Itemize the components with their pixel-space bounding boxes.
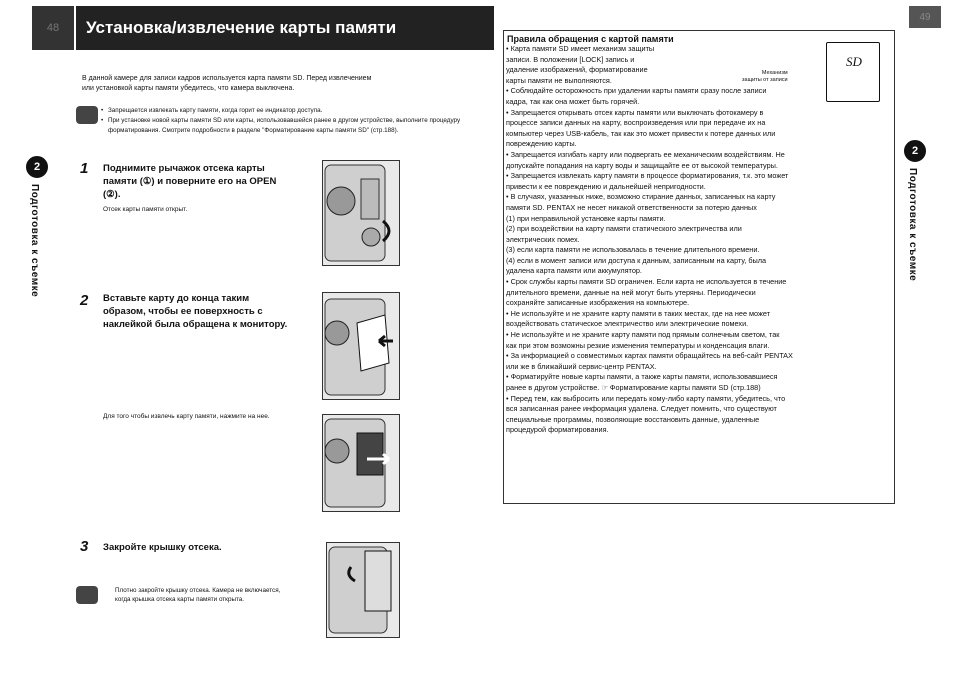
page-title: Установка/извлечение карты памяти [76,6,494,50]
rule-line: привести к ее повреждению и дальнейшей непригодности. [506,181,706,191]
rule-line: повреждению карты. [506,139,577,149]
step-note: Для того чтобы извлечь карту памяти, нажмите на нее. [103,413,270,420]
section-side-text: Подготовка к съемке [907,168,918,282]
rule-line: карты памяти не выполняются. [506,75,612,85]
rules-title: Правила обращения с картой памяти [507,34,674,44]
rule-line: вся записанная ранее информация удалена. Следует помнить, что существуют [506,404,777,414]
page-number-tab-right: 49 [909,6,941,28]
step-note: Отсек карты памяти открыт. [103,206,188,213]
rule-line: (1) при неправильной установке карты памяти. [506,213,666,223]
rule-line: • Запрещается изгибать карту или подвергать ее механическим воздействиям. Не [506,149,785,159]
step-title: Вставьте карту до конца таким образом, чтобы ее поверхность с наклейкой была обращена к монитору. [103,293,288,330]
rule-line: (3) если карта памяти не использовалась в течение длительного времени. [506,245,760,255]
rule-line: допускайте попадания на карту воды и защищайте ее от высокой температуры. [506,160,778,170]
rule-line: • Запрещается открывать отсек карты памяти или выключать фотокамеру в [506,107,764,117]
rule-line: удалена карта памяти или аккумулятор. [506,266,642,276]
intro-line: или установкой карты памяти убедитесь, что камера выключена. [82,85,295,92]
intro-line: В данной камере для записи кадров используется карта памяти SD. Перед извлечением [82,75,372,82]
rule-line: кадра, так как она может быть горячей. [506,96,640,106]
note-item: • При установке новой карты памяти SD или карты, использовавшейся ранее в другом устройстве, выполните процедуру форматирования. Смотрите подробности в разделе "Форматирование карты памяти SD" (стр.188). [101,117,461,134]
section-number-badge: 2 [26,156,48,178]
step-number: 3 [80,538,89,555]
rule-line: удаление изображений, форматирование [506,65,648,75]
rule-line: компьютер через USB-кабель, так как это может привести к потере данных или [506,128,776,138]
intro-text [82,74,477,94]
camera-illustration-step1 [322,160,400,266]
camera-illustration-eject [322,414,400,512]
note-text: Запрещается извлекать карту памяти, когда горит ее индикатор доступа. [108,107,323,114]
memo-icon [76,586,98,604]
write-protect-label-line: Механизм [761,70,788,76]
note-text: При установке новой карты памяти SD или карты, использовавшейся ранее в другом устройстве, выполните процедуру форматирования. Смотрите подробности в разделе "Форматирование карты памяти SD" (стр.188). [108,117,461,134]
rule-line: специальные программы, позволяющие восстановить данные, удаленные [506,414,760,424]
page-number-tab-left: 48 [32,6,74,50]
section-side-label-right [904,140,932,310]
rule-line: записи. В положении [LOCK] запись и [506,54,635,64]
rule-line: памяти SD. PENTAX не несет никакой ответственности за потерю данных [506,202,757,212]
section-side-text: Подготовка к съемке [29,184,40,298]
camera-illustration-step2 [322,292,400,400]
rule-line: • Форматируйте новые карты памяти, а также карты памяти, использовавшиеся [506,372,778,382]
rule-line: • Перед тем, как выбросить или передать кому-либо карту памяти, убедитесь, что [506,393,786,403]
note-item: • Запрещается извлекать карту памяти, когда горит ее индикатор доступа. [101,107,323,114]
rule-line: длительного времени, данные на ней могут быть утеряны. Периодически [506,287,756,297]
section-number-badge: 2 [904,140,926,162]
rule-line: процедурой форматирования. [506,425,609,435]
rule-line: • Запрещается извлекать карту памяти в процессе форматирования, т.к. это может [506,171,789,181]
rule-line: • Карта памяти SD имеет механизм защиты [506,44,655,53]
step-number: 1 [80,160,89,177]
rule-line: (2) при воздействии на карту памяти статического электричества или [506,224,742,234]
step-number: 2 [80,292,89,309]
step-title: Закройте крышку отсека. [103,542,222,553]
rule-line: • Соблюдайте осторожность при удалении карты памяти сразу после записи [506,86,767,96]
rule-line: • Срок службы карты памяти SD ограничен. Если карта не используется в течение [506,277,787,287]
rule-line: (4) если в момент записи или доступа к данным, записанным на карту, была [506,255,767,265]
rule-line: электрических помех. [506,234,580,244]
caution-icon [76,106,98,124]
camera-illustration-step3 [326,542,400,638]
rule-line: • За информацией о совместимых картах памяти обращайтесь на веб-сайт PENTAX [506,351,793,361]
rule-line: • В случаях, указанных ниже, возможно стирание данных, записанных на карту [506,192,776,202]
rule-line: • Не используйте и не храните карту памяти в таких местах, где на нее может [506,308,771,318]
camera-slot-lever-image [323,161,399,265]
step-title: Поднимите рычажок отсека карты памяти (①) и поверните его на OPEN (②). [103,163,277,200]
rule-line: воздействовать статическое электричество или электрические помехи. [506,319,749,329]
camera-card-eject-image [323,415,399,511]
camera-close-cover-image [327,543,399,637]
step-note: Плотно закройте крышку отсека. Камера не включается, когда крышка отсека карты памяти открыта. [115,587,281,603]
rule-line: как при этом возможны резкие изменения температуры и конденсация влаги. [506,340,770,350]
rules-list [506,44,892,436]
rule-line: сохраняйте записанные изображения на компьютере. [506,298,690,308]
rule-line: или же в ближайший сервис-центр PENTAX. [506,361,657,371]
rule-line: • Не используйте и не храните карту памяти под прямым солнечным светом, так [506,330,780,340]
rule-line: ранее в другом устройстве. ☞ Форматирование карты памяти SD (стр.188) [506,383,761,392]
camera-card-insert-image [323,293,399,399]
section-side-label-left [26,156,52,326]
sd-card-label: SD [846,54,862,69]
write-protect-label-line: защиты от записи [742,77,788,83]
rule-line: процессе записи данных на карту, воспроизведения или при передаче их на [506,118,766,128]
